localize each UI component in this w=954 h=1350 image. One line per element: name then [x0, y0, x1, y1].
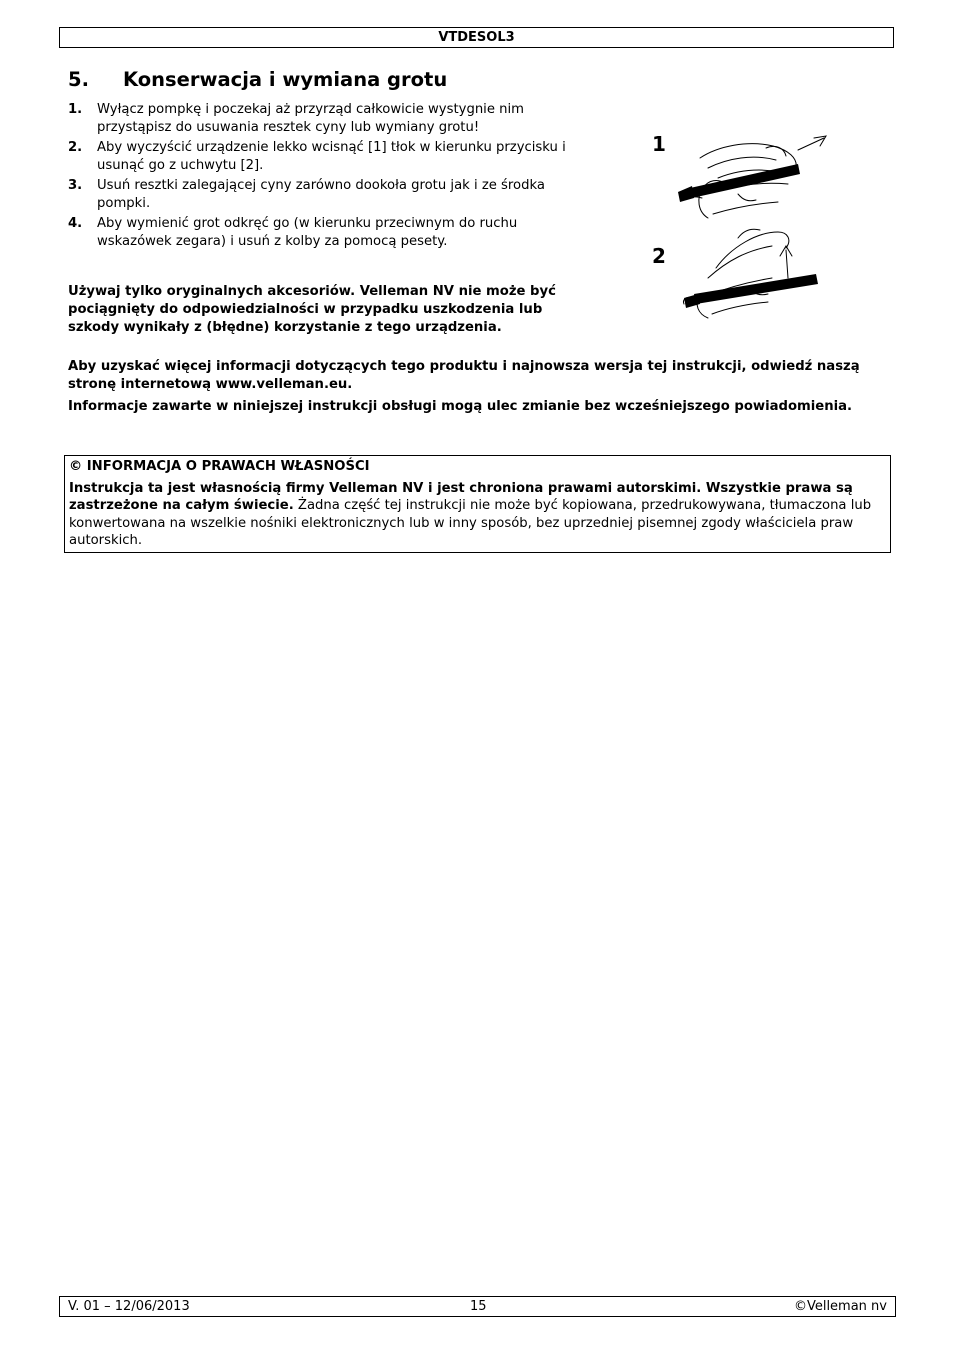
copyright-bold-text: Instrukcja ta jest własnością firmy Velleman NV i jest chroniona prawami autorskimi. Wszystkie prawa są zastrzeżone na całym świecie.	[69, 480, 853, 513]
footer-version: V. 01 – 12/06/2013	[68, 1299, 190, 1314]
hand-pump-drawing-icon	[648, 128, 838, 328]
step-text: Aby wyczyścić urządzenie lekko wcisnąć [1] tłok w kierunku przycisku i usunąć go z uchwytu [2].	[97, 140, 566, 173]
list-item	[68, 101, 568, 137]
step-text: Wyłącz pompkę i poczekaj aż przyrząd całkowicie wystygnie nim przystąpisz do usuwania resztek cyny lub wymiany grotu!	[97, 102, 525, 135]
step-text: Aby wymienić grot odkręć go (w kierunku przeciwnym do ruchu wskazówek zegara) i usuń z kolby za pomocą pesety.	[97, 216, 518, 249]
footer-company: ©Velleman nv	[793, 1299, 887, 1314]
section-heading: Konserwacja i wymiana grotu	[123, 68, 448, 91]
step-text: Usuń resztki zalegającej cyny zarówno dookoła grotu jak i ze środka pompki.	[97, 178, 545, 211]
header-model-name: VTDESOL3	[438, 30, 515, 45]
section-number: 5.	[68, 68, 89, 91]
copyright-box	[64, 455, 891, 553]
copyright-title: © INFORMACJA O PRAWACH WŁASNOŚCI	[69, 459, 370, 474]
list-item	[68, 177, 568, 213]
copyright-text: Żadna część tej instrukcji nie może być kopiowana, przedrukowywana, tłumaczona lub konwertowana na wszelkie nośniki elektronicznych lub w inny sposób, bez uprzedniej pisemnej zgody właściciela praw autorskich.	[69, 498, 872, 548]
more-info-notice: Aby uzyskać więcej informacji dotyczących tego produktu i najnowsza wersja tej instrukcji, odwiedź naszą stronę internetową www.velleman.eu.	[68, 359, 860, 392]
changes-notice: Informacje zawarte w niniejszej instrukcji obsługi mogą ulec zmianie bez wcześniejszego powiadomienia.	[68, 399, 853, 414]
desoldering-pump-illustration	[648, 128, 838, 328]
section-title	[68, 68, 447, 92]
figure-label-1: 1	[652, 132, 666, 156]
accessories-notice: Używaj tylko oryginalnych akcesoriów. Velleman NV nie może być pociągnięty do odpowiedzialności w przypadku uszkodzenia lub szkody wynikały z (błędne) korzystanie z tego urządzenia.	[68, 284, 556, 335]
step-number: 3.	[68, 178, 83, 193]
step-number: 4.	[68, 216, 83, 231]
list-item	[68, 139, 568, 175]
step-number: 1.	[68, 102, 83, 117]
document-footer	[59, 1296, 896, 1317]
footer-page-number: 15	[470, 1299, 487, 1314]
maintenance-steps-list	[68, 101, 568, 253]
document-header	[59, 27, 894, 48]
step-number: 2.	[68, 140, 83, 155]
list-item	[68, 215, 568, 251]
figure-label-2: 2	[652, 244, 666, 268]
copyright-body	[69, 480, 886, 550]
